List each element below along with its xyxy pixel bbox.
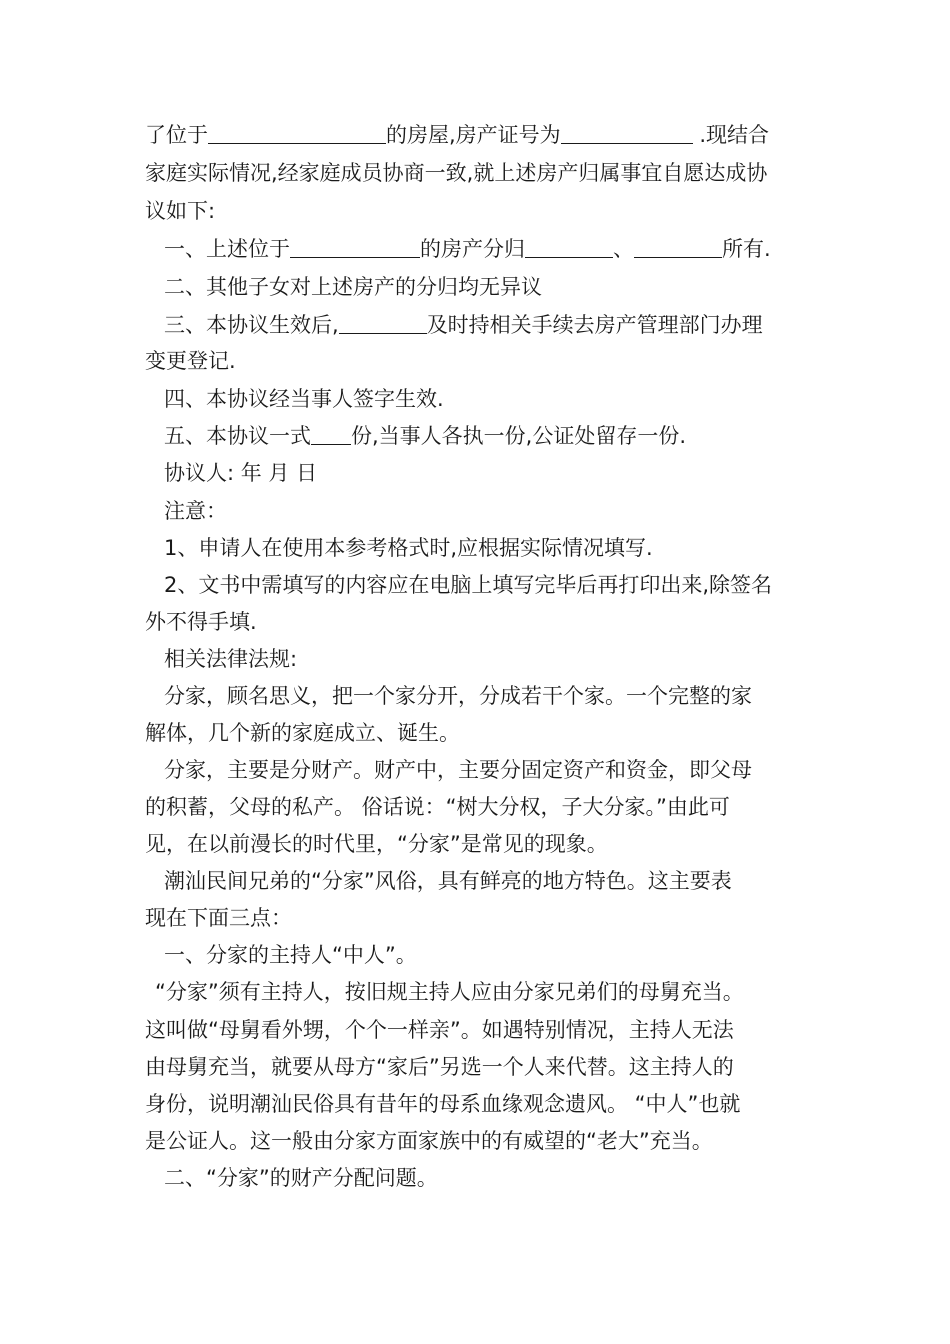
paragraph-1-line-2: 解体，几个新的家庭成立、诞生。 <box>145 721 460 745</box>
paragraph-4-line-4: 身份，说明潮汕民俗具有昔年的母系血缘观念遗风。 “中人”也就 <box>145 1092 741 1116</box>
clause-text: 份,当事人各执一份,公证处留存一份. <box>351 424 687 448</box>
note-2: 2、文书中需填写的内容应在电脑上填写完毕后再打印出来,除签名 <box>164 573 773 597</box>
law-title: 相关法律法规: <box>164 647 298 671</box>
clause-text: 所有. <box>722 237 771 261</box>
intro-line-1 <box>145 120 769 150</box>
intro-text: 的房屋,房产证号为 <box>386 123 561 147</box>
intro-text: .现结合 <box>692 123 770 147</box>
clause-text: 三、本协议生效后, <box>164 313 339 337</box>
owner-1-blank <box>525 235 613 258</box>
clause-text: 一、上述位于 <box>164 237 290 261</box>
paragraph-2-line-1: 分家，主要是分财产。财产中，主要分固定资产和资金，即父母 <box>164 758 752 782</box>
paragraph-2-line-2: 的积蓄，父母的私产。 俗话说：“树大分权，子大分家。”由此可 <box>145 795 730 819</box>
notes-title: 注意： <box>164 499 227 523</box>
paragraph-4-line-2: 这叫做“母舅看外甥，个个一样亲”。如遇特别情况，主持人无法 <box>145 1018 734 1042</box>
copies-blank <box>311 422 351 445</box>
handler-blank <box>339 311 427 334</box>
location-blank <box>290 235 420 258</box>
clause-1 <box>164 234 771 264</box>
clause-5 <box>164 421 686 451</box>
clause-2: 二、其他子女对上述房产的分归均无异议 <box>164 275 542 299</box>
note-2-continued: 外不得手填. <box>145 610 257 634</box>
heading-1: 一、分家的主持人“中人”。 <box>164 943 417 967</box>
house-location-blank <box>208 121 386 144</box>
intro-text: 了位于 <box>145 123 208 147</box>
paragraph-3-line-1: 潮汕民间兄弟的“分家”风俗，具有鲜亮的地方特色。这主要表 <box>164 869 732 893</box>
paragraph-4-line-3: 由母舅充当，就要从母方“家后”另选一个人来代替。这主持人的 <box>145 1055 734 1079</box>
paragraph-4-line-5: 是公证人。这一般由分家方面家族中的有威望的“老大”充当。 <box>145 1129 713 1153</box>
intro-line-2: 家庭实际情况,经家庭成员协商一致,就上述房产归属事宜自愿达成协 <box>145 161 768 185</box>
clause-3-continued: 变更登记. <box>145 349 236 373</box>
signature-line: 协议人: 年 月 日 <box>164 461 318 485</box>
paragraph-2-line-3: 见，在以前漫长的时代里，“分家”是常见的现象。 <box>145 832 608 856</box>
owner-2-blank <box>634 235 722 258</box>
certificate-number-blank <box>561 121 693 144</box>
intro-line-3: 议如下: <box>145 199 216 223</box>
clause-text: 五、本协议一式 <box>164 424 311 448</box>
heading-2: 二、“分家”的财产分配问题。 <box>164 1166 438 1190</box>
clause-3 <box>164 310 763 340</box>
clause-text: 及时持相关手续去房产管理部门办理 <box>426 313 763 337</box>
paragraph-3-line-2: 现在下面三点： <box>145 906 292 930</box>
clause-4: 四、本协议经当事人签字生效. <box>164 387 444 411</box>
note-1: 1、申请人在使用本参考格式时,应根据实际情况填写. <box>164 536 653 560</box>
clause-text: 的房产分归 <box>420 237 525 261</box>
paragraph-4-line-1: “分家”须有主持人，按旧规主持人应由分家兄弟们的母舅充当。 <box>155 980 744 1004</box>
paragraph-1-line-1: 分家，顾名思义，把一个家分开，分成若干个家。一个完整的家 <box>164 684 752 708</box>
clause-text: 、 <box>613 237 634 261</box>
